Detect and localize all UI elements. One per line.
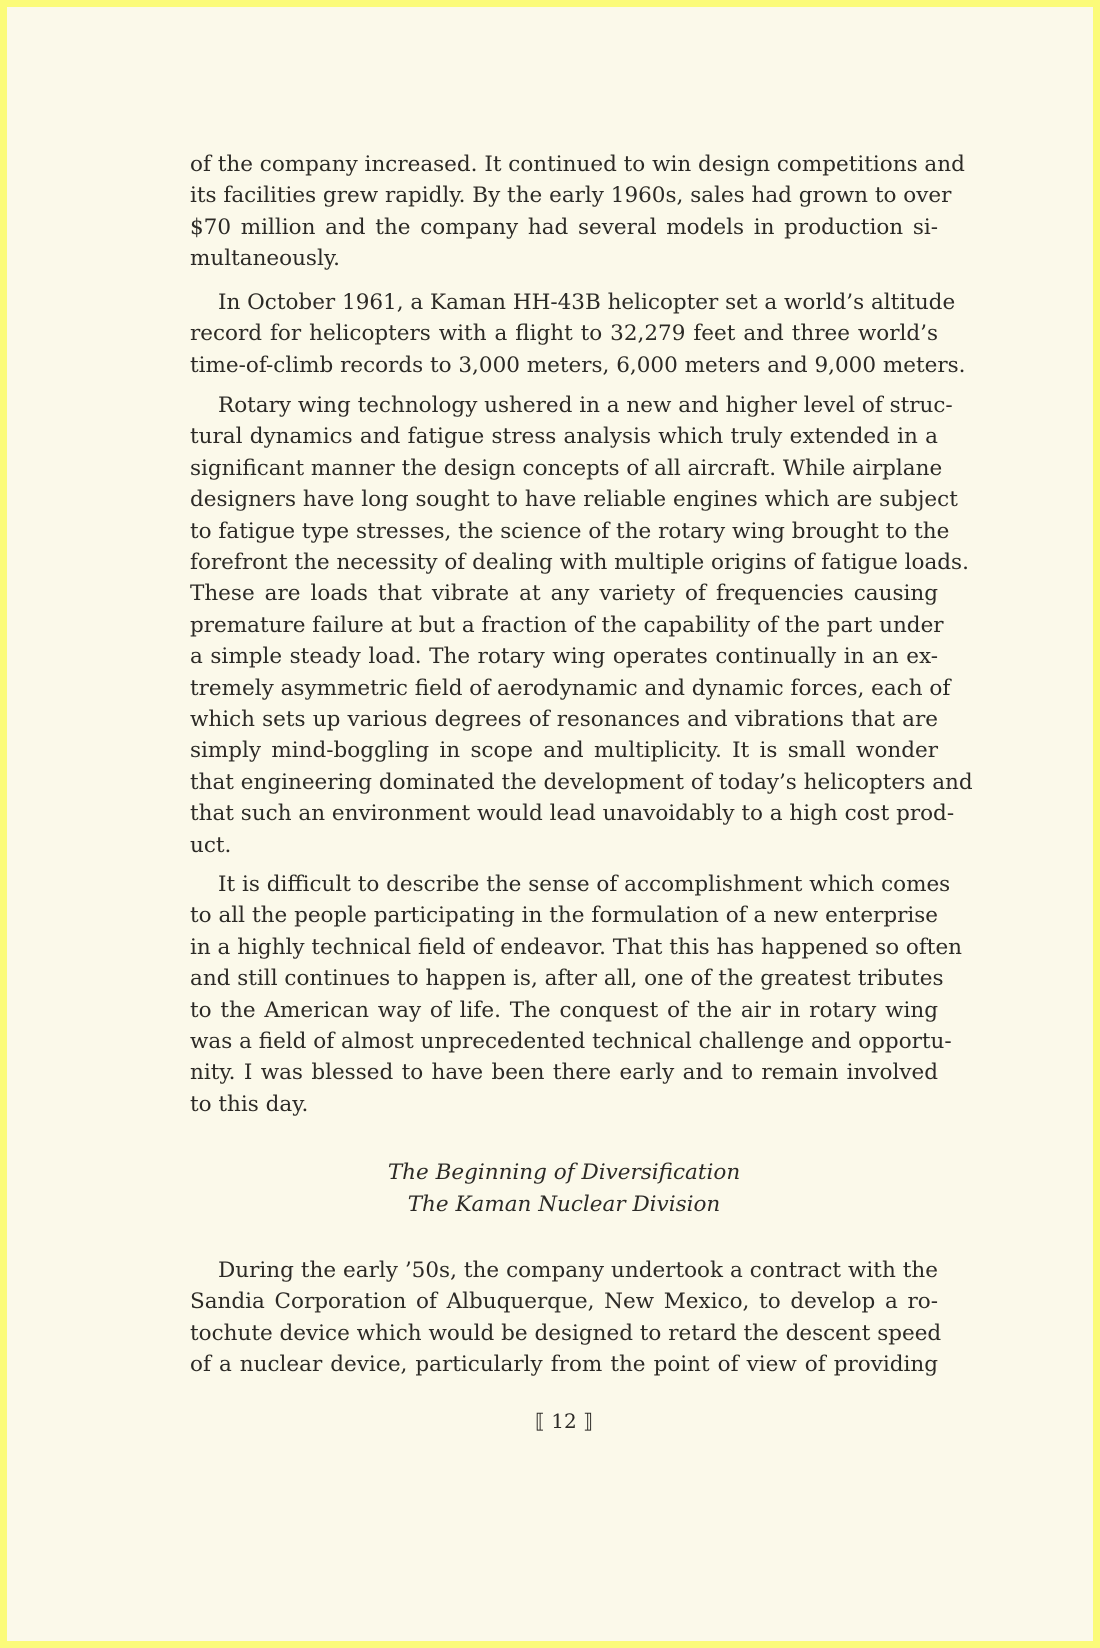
document-page <box>7 7 1093 1641</box>
paragraph-3-line: which sets up various degrees of resonances and vibrations that are <box>190 707 938 733</box>
paragraph-3-line: that such an environment would lead unavoidably to a high cost prod- <box>190 801 955 827</box>
paragraph-5-line: Sandia Corporation of Albuquerque, New Mexico, to develop a ro- <box>190 1289 938 1315</box>
paragraph-1-line: multaneously. <box>190 246 340 272</box>
paragraph-3-line: These are loads that vibrate at any variety of frequencies causing <box>190 581 938 607</box>
paragraph-4-line: and still continues to happen is, after all, one of the greatest tributes <box>190 966 944 992</box>
paragraph-1-line: $70 million and the company had several models in production si- <box>190 214 938 240</box>
paragraph-3-line: premature failure at but a fraction of the capability of the part under <box>190 612 944 638</box>
paragraph-3-line: to fatigue type stresses, the science of the rotary wing brought to the <box>190 518 950 544</box>
paragraph-2 <box>190 287 966 381</box>
paragraph-3-line: simply mind-boggling in scope and multiplicity. It is small wonder <box>190 738 938 764</box>
paragraph-5-line: During the early ’50s, the company undertook a contract with the <box>218 1258 938 1283</box>
paragraph-5 <box>190 1255 942 1381</box>
paragraph-1-line: of the company increased. It continued to win design competitions and <box>190 152 965 177</box>
paragraph-3-line: significant manner the design concepts of all aircraft. While airplane <box>190 455 943 481</box>
paragraph-3-line: tural dynamics and fatigue stress analysis which truly extended in a <box>190 424 938 450</box>
paragraph-5-line: tochute device which would be designed to retard the descent speed <box>190 1320 942 1346</box>
paragraph-3-line: designers have long sought to have reliable engines which are subject <box>190 487 958 513</box>
section-heading-line-1: The Beginning of Diversification <box>387 1160 741 1185</box>
paragraph-4-line: to this day. <box>190 1091 309 1117</box>
paragraph-3-line: a simple steady load. The rotary wing operates continually in an ex- <box>190 644 938 670</box>
paragraph-4-line: It is difficult to describe the sense of accomplishment which comes <box>218 872 951 897</box>
paragraph-3 <box>190 390 973 861</box>
paragraph-4-line: was a field of almost unprecedented technical challenge and opportu- <box>190 1029 952 1055</box>
paragraph-2-line: In October 1961, a Kaman HH-43B helicopter set a world’s altitude <box>218 290 956 315</box>
paragraph-4-line: to the American way of life. The conquest of the air in rotary wing <box>190 997 938 1023</box>
paragraph-2-line: record for helicopters with a flight to 32,279 feet and three world’s <box>190 321 938 347</box>
section-heading-line-2: The Kaman Nuclear Division <box>407 1192 721 1217</box>
paragraph-4-line: to all the people participating in the formulation of a new enterprise <box>190 903 938 929</box>
paragraph-4-line: in a highly technical field of endeavor. That this has happened so often <box>190 934 963 960</box>
paragraph-1-line: its facilities grew rapidly. By the early 1960s, sales had grown to over <box>190 183 952 209</box>
paragraph-4 <box>190 869 963 1120</box>
paragraph-4-line: nity. I was blessed to have been there early and to remain involved <box>190 1060 938 1086</box>
paragraph-5-line: of a nuclear device, particularly from the point of view of providing <box>190 1352 938 1378</box>
paragraph-3-line: that engineering dominated the development of today’s helicopters and <box>190 769 973 795</box>
page-number: ⟦ 12 ⟧ <box>535 1409 593 1433</box>
paragraph-3-line: Rotary wing technology ushered in a new and higher level of struc- <box>218 393 953 418</box>
paragraph-3-line: uct. <box>190 832 232 858</box>
paragraph-1 <box>190 149 965 275</box>
paragraph-3-line: tremely asymmetric field of aerodynamic and dynamic forces, each of <box>190 675 951 701</box>
paragraph-3-line: forefront the necessity of dealing with multiple origins of fatigue loads. <box>190 550 969 576</box>
paragraph-2-line: time-of-climb records to 3,000 meters, 6,000 meters and 9,000 meters. <box>190 352 966 378</box>
